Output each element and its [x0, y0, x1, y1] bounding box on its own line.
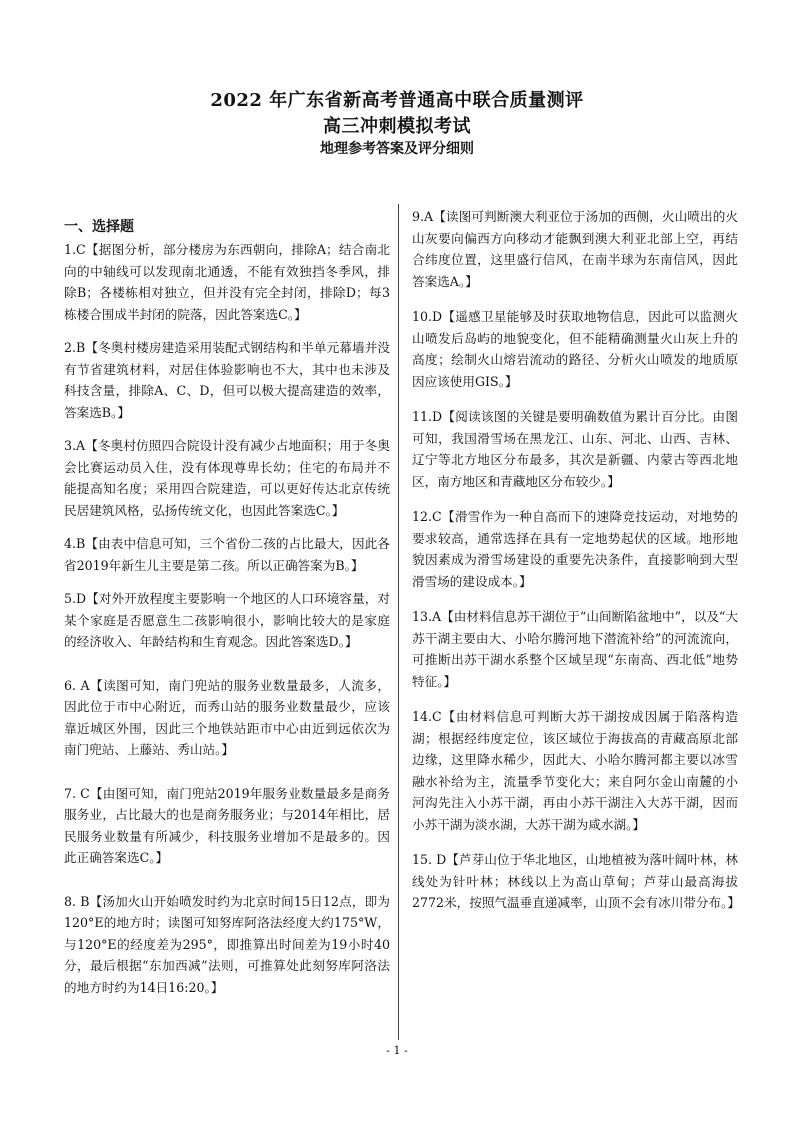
answer-item-8: 8. B【汤加火山开始喷发时约为北京时间15日12点，即为120°E的地方时；读图可知努库阿洛法经度大约175°W，与120°E的经度差为295°，即推算出时间差为19小时40分，最后根据“东加西减”法则，可推算处此刻努库阿洛法的地方时约为14日16:20。】 [64, 893, 390, 995]
answer-item-5: 5.D【对外开放程度主要影响一个地区的人口环境容量，对某个家庭是否愿意生二孩影响很小，影响比较大的是家庭的经济收入、年龄结构和生育观念。因此答案选D。】 [64, 591, 390, 649]
right-column [412, 206, 741, 914]
section-title: 一、选择题 [64, 219, 134, 235]
answer-item-10: 10.D【遥感卫星能够及时获取地物信息，因此可以监测火山喷发后岛屿的地貌变化，但不能精确测量火山灰上升的高度；绘制火山熔岩流动的路径、分析火山喷发的地质原因应该使用GIS。】 [412, 309, 738, 389]
page-number: - 1 - [386, 1044, 408, 1057]
answer-item-4: 4.B【由表中信息可知，三个省份二孩的占比最大，因此各省2019年新生儿主要是第二孩。所以正确答案为B。】 [64, 536, 390, 573]
left-column [64, 206, 390, 998]
answer-item-3: 3.A【冬奥村仿照四合院设计没有减少占地面积；用于冬奥会比赛运动员入住，没有体现尊卑长幼；住宅的布局并不能提高知名度；采用四合院建造，可以更好传达北京传统民居建筑风格，弘扬传统文化，也因此答案选C。】 [64, 438, 390, 518]
column-divider [398, 204, 399, 1040]
exam-name: 高三冲刺模拟考试 [323, 116, 471, 137]
answer-item-2: 2.B【冬奥村楼房建造采用装配式钢结构和半单元幕墙并没有节省建筑材料，对居住体验影响也不大，其中也未涉及科技含量，排除A、C、D，但可以极大提高建造的效率，答案选B。】 [64, 340, 390, 420]
answer-item-1: 1.C【据图分析，部分楼房为东西朝向，排除A；结合南北向的中轴线可以发现南北通透，不能有效独挡冬季风，排除B；各楼栋相对独立，但并没有完全封闭，排除D；每3栋楼合围成半封闭的院落，因此答案选C。】 [64, 242, 390, 322]
answer-item-6: 6. A【读图可知，南门兜站的服务业数量最多，人流多，因此位于市中心附近，而秀山站的服务业数量最少，应该靠近城区外围，因此三个地铁站距市中心由近到远依次为南门兜站、上藤站、秀山站。】 [64, 677, 390, 757]
answer-item-7: 7. C【由图可知，南门兜站2019年服务业数量最多是商务服务业，占比最大的也是商务服务业；与2014年相比，居民服务业数量有所减少，科技服务业增加不是最多的。因此正确答案选C。】 [64, 785, 390, 865]
document-subtitle: 地理参考答案及评分细则 [320, 141, 474, 157]
document-title: 2022 年广东省新高考普通高中联合质量测评 [210, 90, 584, 111]
answer-item-9: 9.A【读图可判断澳大利亚位于汤加的西侧，火山喷出的火山灰要向偏西方向移动才能飘到澳大利亚北部上空，再结合纬度位置，这里盛行信风，在南半球为东南信风，因此答案选A。】 [412, 209, 738, 289]
answer-item-11: 11.D【阅读该图的关键是要明确数值为累计百分比。由图可知，我国滑雪场在黑龙江、山东、河北、山西、吉林、辽宁等北方地区分布最多，其次是新疆、内蒙古等西北地区，南方地区和青藏地区分布较少。】 [412, 409, 738, 489]
answer-item-12: 12.C【滑雪作为一种自高而下的速降竞技运动，对地势的要求较高，通常选择在具有一定地势起伏的区域。地形地貌因素成为滑雪场建设的重要先决条件，直接影响到大型滑雪场的建设成本。】 [412, 509, 738, 589]
answer-item-14: 14.C【由材料信息可判断大苏干湖按成因属于陷落构造湖；根据经纬度定位，该区域位于海拔高的青藏高原北部边缘，这里降水稀少，因此大、小哈尔腾河都主要以冰雪融水补给为主，流量季节变化大；来自阿尔金山南麓的小河沟先注入小苏干湖，再由小苏干湖注入大苏干湖，因而小苏干湖为淡水湖，大苏干湖为咸水湖。】 [412, 709, 738, 832]
answer-item-15: 15. D【芦芽山位于华北地区，山地植被为落叶阔叶林，林线处为针叶林；林线以上为高山草甸；芦芽山最高海拔2772米，按照气温垂直递减率，山顶不会有冰川带分布。】 [412, 852, 741, 910]
answer-item-13: 13.A【由材料信息苏干湖位于“山间断陷盆地中”，以及“大苏干湖主要由大、小哈尔腾河地下潜流补给”的河流流向，可推断出苏干湖水系整个区域呈现“东南高、西北低”地势特征。】 [412, 609, 738, 689]
